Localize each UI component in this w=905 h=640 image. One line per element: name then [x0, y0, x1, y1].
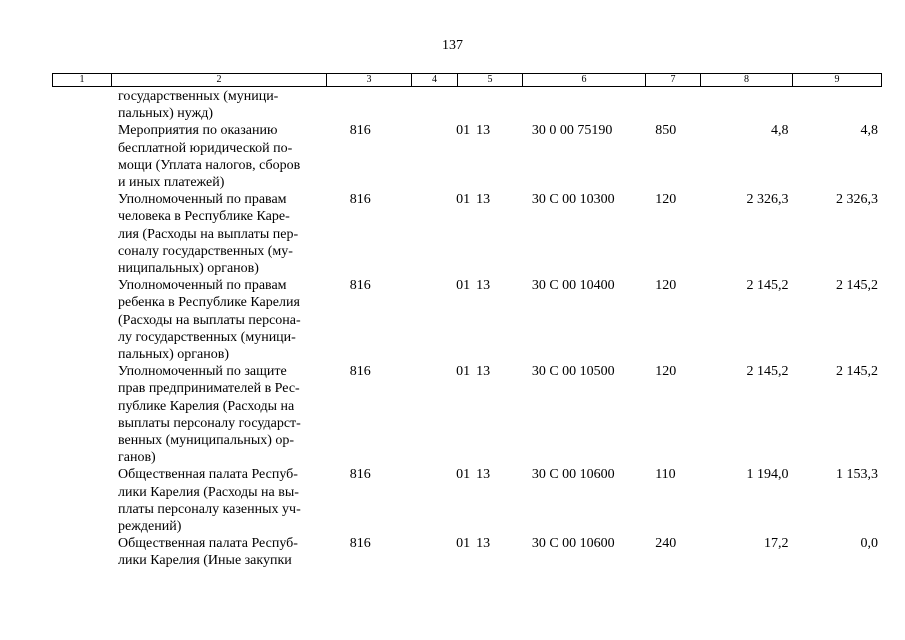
column-header-9: 9 [793, 74, 882, 87]
cell-c6: 30 С 00 10600 [531, 467, 615, 483]
column-header-table [52, 73, 882, 87]
name-line: пальных) органов) [118, 347, 229, 363]
column-header-2: 2 [112, 74, 327, 87]
cell-c4: 01 [456, 123, 471, 139]
cell-c8: 2 145,2 [746, 278, 789, 294]
name-line: лики Карелия (Иные закупки [118, 553, 292, 569]
name-line: пальных) нужд) [118, 106, 214, 122]
column-header-5: 5 [458, 74, 523, 87]
table-row [52, 191, 880, 277]
name-line: публике Карелия (Расходы на [118, 398, 295, 414]
name-line: человека в Республике Каре- [118, 209, 290, 225]
row-name [52, 535, 336, 569]
table-row [52, 122, 880, 191]
cell-c9: 2 145,2 [836, 278, 878, 294]
cell-c7: 110 [655, 467, 676, 483]
name-line: (Расходы на выплаты персона- [118, 312, 301, 328]
name-line: венных (муниципальных) ор- [118, 433, 295, 449]
name-line: Общественная палата Респуб- [118, 536, 298, 552]
name-line: платы персоналу казенных уч- [118, 501, 301, 517]
cell-c3: 816 [349, 278, 371, 294]
cell-c6: 30 С 00 10300 [531, 192, 615, 208]
cell-c5: 13 [476, 536, 491, 552]
cell-c3: 816 [349, 364, 371, 380]
name-line: Уполномоченный по правам [118, 192, 287, 208]
row-name [52, 191, 336, 277]
name-line: бесплатной юридической по- [118, 140, 293, 156]
cell-c4: 01 [456, 278, 471, 294]
table-row [52, 466, 880, 535]
cell-c5: 13 [476, 192, 491, 208]
cell-c8: 1 194,0 [746, 467, 789, 483]
table-body [52, 88, 880, 570]
cell-c7: 850 [655, 123, 677, 139]
name-line: мощи (Уплата налогов, сборов [118, 157, 301, 173]
name-line: выплаты персоналу государст- [118, 415, 301, 431]
name-line: Общественная палата Респуб- [118, 467, 298, 483]
name-line: ниципальных) органов) [118, 261, 259, 277]
cell-c5: 13 [476, 364, 491, 380]
name-line: лики Карелия (Расходы на вы- [118, 484, 299, 500]
cell-c4: 01 [456, 192, 471, 208]
cell-c4: 01 [456, 536, 471, 552]
cell-c9: 4,8 [860, 123, 878, 139]
name-line: лу государственных (муници- [118, 329, 296, 345]
name-line: Мероприятия по оказанию [118, 123, 278, 139]
cell-c9: 2 326,3 [836, 192, 878, 208]
name-line: ганов) [118, 450, 156, 466]
table-row [52, 277, 880, 363]
column-header-8: 8 [701, 74, 793, 87]
cell-c6: 30 С 00 10500 [531, 364, 615, 380]
column-header-6: 6 [523, 74, 646, 87]
cell-c6: 30 С 00 10400 [531, 278, 615, 294]
table-row [52, 363, 880, 466]
column-header-7: 7 [646, 74, 701, 87]
column-header-3: 3 [327, 74, 412, 87]
name-line: лия (Расходы на выплаты пер- [118, 226, 299, 242]
cell-c8: 2 145,2 [746, 364, 789, 380]
table-row [52, 535, 880, 569]
column-header-row [53, 74, 882, 87]
cell-c7: 120 [655, 192, 677, 208]
continuation-row [52, 88, 880, 122]
cell-c3: 816 [349, 467, 371, 483]
row-name [52, 277, 336, 363]
cell-c7: 120 [655, 278, 677, 294]
name-line: прав предпринимателей в Рес- [118, 381, 300, 397]
cell-c5: 13 [476, 278, 491, 294]
cell-c5: 13 [476, 467, 491, 483]
name-line: Уполномоченный по защите [118, 364, 287, 380]
cell-c9: 2 145,2 [836, 364, 878, 380]
name-line: ребенка в Республике Карелия [118, 295, 300, 311]
name-line: соналу государственных (му- [118, 243, 293, 259]
cell-c3: 816 [349, 123, 371, 139]
cell-c5: 13 [476, 123, 491, 139]
cell-c7: 240 [655, 536, 677, 552]
cell-c9: 0,0 [860, 536, 878, 552]
cell-c8: 4,8 [770, 123, 789, 139]
cell-c9: 1 153,3 [836, 467, 878, 483]
cell-c3: 816 [349, 192, 371, 208]
row-name [52, 122, 336, 191]
column-header-4: 4 [412, 74, 458, 87]
page-number: 137 [442, 38, 463, 53]
cell-c8: 17,2 [763, 536, 789, 552]
cell-c3: 816 [349, 536, 371, 552]
name-line: реждений) [118, 519, 182, 535]
name-line: Уполномоченный по правам [118, 278, 287, 294]
cell-c6: 30 С 00 10600 [531, 536, 615, 552]
name-line: и иных платежей) [118, 175, 225, 191]
cell-c7: 120 [655, 364, 677, 380]
row-name [52, 363, 336, 466]
cell-c8: 2 326,3 [746, 192, 789, 208]
column-header-1: 1 [53, 74, 112, 87]
row-name [52, 466, 336, 535]
cell-c4: 01 [456, 364, 471, 380]
cell-c4: 01 [456, 467, 471, 483]
cell-c6: 30 0 00 75190 [531, 123, 613, 139]
name-line: государственных (муници- [118, 89, 279, 104]
continuation-text [52, 88, 337, 122]
